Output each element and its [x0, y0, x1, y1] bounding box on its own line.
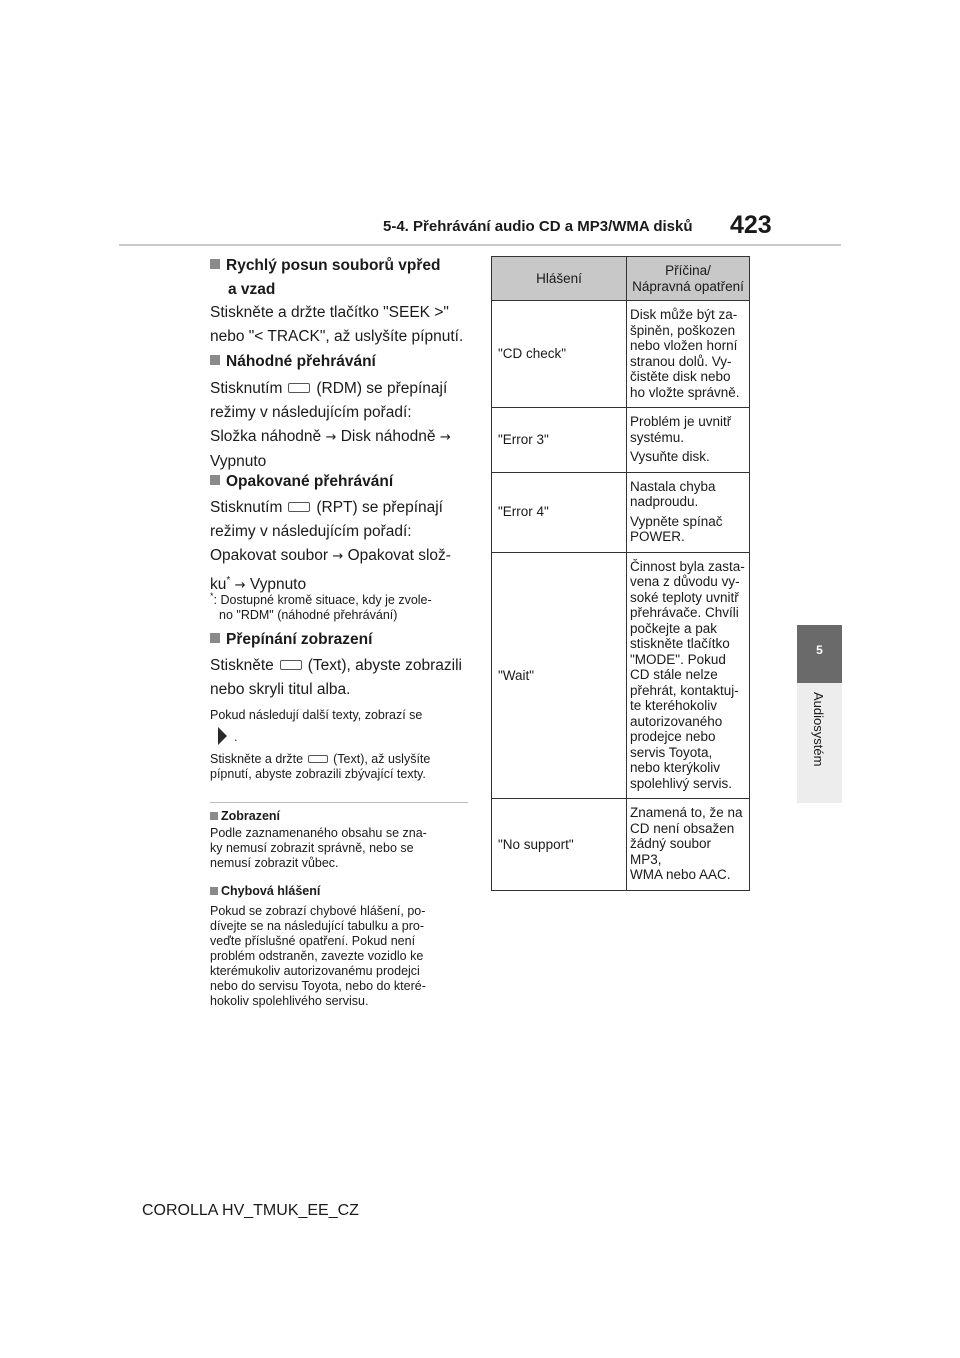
- table-body: [492, 301, 750, 891]
- note-errors-line: dívejte se na následující tabulku a pro-: [210, 919, 425, 933]
- display-note1-line2: .: [234, 730, 238, 744]
- display-text-pre: Stiskněte: [210, 657, 274, 674]
- cause-paragraph: [630, 449, 745, 465]
- note-errors-title: Chybová hlášení: [221, 884, 321, 898]
- display-note2-pre: Stiskněte a držte: [210, 752, 304, 766]
- cause-line: Problém je uvnitř: [630, 414, 732, 429]
- cause-line: CD není obsažen: [630, 820, 735, 836]
- cause-line: systému.: [630, 429, 685, 445]
- footnote-asterisk: *: [210, 591, 214, 601]
- cause-line: přehrávače. Chvíli: [630, 605, 739, 620]
- cause-line: čistěte disk nebo: [630, 369, 731, 384]
- note-display-heading: [210, 809, 468, 824]
- gray-square-bullet-icon: [210, 475, 220, 485]
- note-errors-line: problém odstraněn, zavezte vozidlo ke: [210, 949, 424, 963]
- repeat-title: Opakované přehrávání: [226, 473, 394, 490]
- random-heading: [210, 350, 468, 374]
- display-note2-line2: pípnutí, abyste zobrazili zbývající texty.: [210, 767, 426, 781]
- rectangle-button-icon: [288, 502, 310, 512]
- cause-paragraph: [630, 559, 745, 792]
- notes-divider: [210, 802, 468, 803]
- page-number: 423: [730, 211, 772, 239]
- note-errors-line: hokoliv spolehlivého servisu.: [210, 994, 369, 1008]
- arrow-right-icon: →: [234, 578, 246, 594]
- repeat-mode-off: Vypnuto: [249, 576, 307, 594]
- table-header-message: Hlášení: [492, 257, 627, 301]
- cause-line: spolehlivý servis.: [630, 775, 733, 791]
- display-note2: [210, 752, 468, 782]
- rectangle-button-icon: [308, 755, 328, 763]
- header-divider: [119, 244, 841, 246]
- arrow-right-icon: →: [439, 430, 451, 445]
- gray-square-bullet-icon: [210, 633, 220, 643]
- cause-line: servis Toyota,: [630, 744, 713, 760]
- table-header-cause-line2: Nápravná opatření: [632, 278, 744, 294]
- cause-line: přehrát, kontaktuj-: [630, 682, 739, 698]
- cause-paragraph: [630, 805, 745, 883]
- cause-cell: [627, 408, 750, 473]
- gray-square-bullet-icon: [210, 355, 220, 365]
- table-header-cause: [627, 257, 750, 301]
- fast-forward-text: [210, 301, 468, 349]
- repeat-mode-folder: Opakovat slož-: [347, 547, 451, 564]
- display-note1: [210, 708, 468, 745]
- note-errors-text: [210, 904, 468, 1009]
- cause-cell: [627, 799, 750, 891]
- repeat-text-post: (RPT) se přepínají: [316, 499, 443, 516]
- random-text: [210, 377, 468, 474]
- repeat-text-line2: režimy v následujícím pořadí:: [210, 523, 412, 540]
- cause-line: žádný soubor MP3,: [630, 836, 712, 867]
- document-code: COROLLA HV_TMUK_EE_CZ: [142, 1202, 359, 1219]
- message-cell: "Wait": [492, 552, 627, 799]
- cause-line: Disk může být za-: [630, 307, 738, 322]
- random-text-line2: režimy v následujícím pořadí:: [210, 404, 412, 421]
- note-errors-line: nebo do servisu Toyota, nebo do které-: [210, 979, 426, 993]
- right-triangle-icon: [216, 727, 228, 745]
- display-text-line2: nebo skryli titul alba.: [210, 681, 351, 698]
- chapter-tab[interactable]: [797, 625, 842, 683]
- message-cell: "Error 3": [492, 408, 627, 473]
- cause-line: Nastala chyba: [630, 478, 716, 494]
- message-cell: "CD check": [492, 301, 627, 408]
- table-row: [492, 552, 750, 799]
- random-mode-off: Vypnuto: [210, 453, 267, 470]
- note-display-text: [210, 826, 468, 871]
- random-mode-folder: Složka náhodně: [210, 428, 322, 445]
- cause-line: te kteréhokoliv: [630, 698, 718, 713]
- gray-square-bullet-icon: [210, 259, 220, 269]
- arrow-right-icon: →: [332, 549, 344, 564]
- random-text-pre: Stisknutím: [210, 380, 283, 397]
- display-note1-line1: Pokud následují další texty, zobrazí se: [210, 708, 423, 722]
- cause-line: nebo kterýkoliv: [630, 760, 721, 775]
- fast-forward-title-line1: Rychlý posun souborů vpřed: [226, 257, 441, 274]
- cause-line: počkejte a pak: [630, 620, 718, 636]
- cause-line: špiněn, poškozen: [630, 322, 736, 338]
- footnote-line2: no "RDM" (náhodné přehrávání): [219, 608, 398, 623]
- cause-cell: [627, 552, 750, 799]
- error-messages-table: [491, 256, 750, 891]
- fast-forward-heading: [210, 254, 468, 302]
- section-title: 5-4. Přehrávání audio CD a MP3/WMA disků: [383, 218, 693, 235]
- repeat-text: [210, 496, 468, 598]
- gray-square-bullet-icon: [210, 887, 218, 895]
- cause-paragraph: [630, 307, 745, 400]
- fast-forward-text-line2: nebo "< TRACK", až uslyšíte pípnutí.: [210, 328, 464, 345]
- cause-line: ho vložte správně.: [630, 384, 740, 400]
- cause-line: CD stále nelze: [630, 667, 718, 682]
- table-row: [492, 301, 750, 408]
- footnote: [210, 589, 468, 623]
- cause-line: nebo vložen horní: [630, 338, 738, 353]
- cause-cell: [627, 472, 750, 552]
- display-heading: [210, 628, 468, 652]
- footnote-mark: *: [226, 575, 231, 586]
- cause-paragraph: [630, 414, 745, 445]
- repeat-heading: [210, 470, 468, 494]
- cause-cell: [627, 301, 750, 408]
- random-mode-disc: Disk náhodně: [340, 428, 436, 445]
- note-errors-line: Pokud se zobrazí chybové hlášení, po-: [210, 904, 426, 918]
- cause-line: soké teploty uvnitř: [630, 589, 739, 605]
- note-errors-heading: [210, 884, 468, 899]
- note-display-title: Zobrazení: [221, 809, 281, 823]
- cause-paragraph: [630, 479, 745, 510]
- gray-square-bullet-icon: [210, 812, 218, 820]
- table-header-row: [492, 257, 750, 301]
- fast-forward-text-line1: Stiskněte a držte tlačítko "SEEK >": [210, 304, 449, 321]
- cause-line: vena z důvodu vy-: [630, 574, 740, 589]
- cause-line: Znamená to, že na: [630, 805, 743, 820]
- display-text-post: (Text), abyste zobrazili: [307, 657, 462, 674]
- chapter-label-box: [797, 683, 842, 803]
- rectangle-button-icon: [280, 660, 302, 670]
- cause-line: stranou dolů. Vy-: [630, 353, 732, 369]
- repeat-text-pre: Stisknutím: [210, 499, 283, 516]
- repeat-mode-folder-cont: ku: [210, 576, 227, 594]
- chapter-number: 5: [816, 643, 823, 657]
- arrow-right-icon: →: [325, 430, 337, 445]
- cause-paragraph: [630, 514, 745, 545]
- random-title: Náhodné přehrávání: [226, 353, 376, 370]
- cause-line: Činnost byla zasta-: [630, 558, 745, 574]
- cause-line: "MODE". Pokud: [630, 651, 726, 667]
- message-cell: "Error 4": [492, 472, 627, 552]
- message-cell: "No support": [492, 799, 627, 891]
- table-header-cause-line1: Příčina/: [665, 263, 711, 278]
- table-row: [492, 408, 750, 473]
- cause-line: autorizovaného: [630, 713, 723, 729]
- cause-line: nadproudu.: [630, 494, 699, 509]
- note-display-line: nemusí zobrazit vůbec.: [210, 856, 339, 870]
- note-display-line: Podle zaznamenaného obsahu se zna-: [210, 826, 427, 840]
- cause-line: Vypněte spínač: [630, 513, 723, 529]
- note-errors-line: veďte příslušné opatření. Pokud není: [210, 934, 416, 948]
- rectangle-button-icon: [288, 383, 310, 393]
- note-display-line: ky nemusí zobrazit správně, nebo se: [210, 841, 414, 855]
- cause-line: stiskněte tlačítko: [630, 636, 730, 651]
- footnote-line1: : Dostupné kromě situace, kdy je zvole-: [213, 593, 432, 608]
- chapter-label: Audiosystém: [811, 692, 826, 767]
- repeat-mode-file: Opakovat soubor: [210, 547, 329, 564]
- cause-line: prodejce nebo: [630, 729, 716, 744]
- table-row: [492, 799, 750, 891]
- cause-line: POWER.: [630, 529, 685, 544]
- note-errors-line: kterémukoliv autorizovanému prodejci: [210, 964, 420, 978]
- table-row: [492, 472, 750, 552]
- display-text: [210, 654, 468, 702]
- random-text-post: (RDM) se přepínají: [316, 380, 448, 397]
- display-note2-post: (Text), až uslyšíte: [333, 752, 431, 766]
- cause-line: WMA nebo AAC.: [630, 867, 731, 882]
- display-title: Přepínání zobrazení: [226, 631, 373, 648]
- cause-line: Vysuňte disk.: [630, 449, 710, 464]
- fast-forward-title-line2: a vzad: [228, 281, 276, 298]
